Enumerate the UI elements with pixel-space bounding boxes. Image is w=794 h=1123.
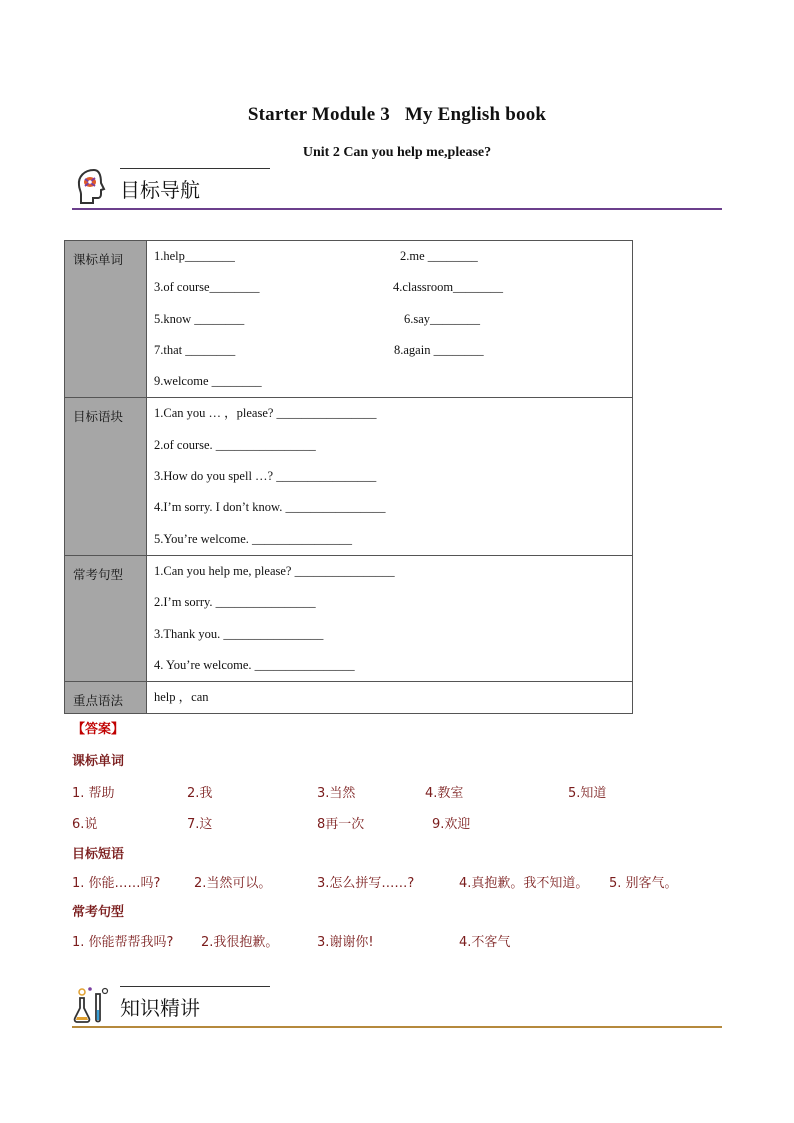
answer-phrase-item: 4.真抱歉。我不知道。 [459, 876, 589, 891]
answer-vocab-item: 3.当然 [317, 786, 356, 801]
line-item: 2.I’m sorry. ________________ [154, 595, 316, 610]
line-item-secondary: 4.classroom________ [393, 280, 504, 295]
category-cell: 重点语法 [65, 682, 147, 714]
line-item: help ，can [154, 690, 209, 705]
table-line [154, 524, 632, 555]
line-item: 4.I’m sorry. I don’t know. ________________ [154, 500, 386, 515]
table-line [154, 335, 632, 366]
answer-phrase-item: 3.怎么拼写……? [317, 876, 415, 891]
page-subtitle: Unit 2 Can you help me,please? [302, 145, 492, 160]
table-line [154, 492, 632, 523]
table-row [65, 241, 633, 398]
table-line [154, 461, 632, 492]
answer-sentence-item: 2.我很抱歉。 [201, 935, 279, 950]
answer-vocab-item: 2.我 [187, 786, 213, 801]
answer-vocab-item: 4.教室 [425, 786, 464, 801]
answer-vocab-item: 8再一次 [317, 817, 365, 832]
line-item-secondary: 8.again ________ [394, 342, 484, 357]
answer-sentence-item: 4.不客气 [459, 935, 511, 950]
answer-sentence-item: 3.谢谢你! [317, 935, 374, 950]
category-cell: 课标单词 [65, 241, 147, 398]
line-item-secondary: 2.me ________ [400, 249, 478, 263]
content-cell [147, 555, 633, 681]
table-line [154, 304, 632, 335]
line-item: 3.of course________ [154, 280, 260, 295]
table-line [154, 398, 632, 429]
answer-heading: 【答案】 [72, 722, 125, 737]
answer-sentences-title: 常考句型 [72, 905, 125, 920]
brain-head-icon [72, 166, 112, 206]
line-item: 1.Can you help me, please? ________________ [154, 563, 395, 578]
answer-vocab-item: 7.这 [187, 817, 213, 832]
page-title: Starter Module 3 My English book [247, 104, 547, 125]
answer-phrase-item: 5. 别客气。 [609, 876, 678, 891]
answer-vocab-item: 9.欢迎 [432, 817, 471, 832]
section-header-goal [72, 162, 722, 210]
answer-vocab-item: 5.知道 [568, 786, 607, 801]
table-line [154, 587, 632, 618]
answer-vocab-item: 1. 帮助 [72, 786, 115, 801]
goal-table [64, 240, 633, 714]
table-row [65, 682, 633, 714]
line-item: 4. You’re welcome. ________________ [154, 657, 355, 672]
line-item: 3.Thank you. ________________ [154, 626, 324, 641]
content-cell [147, 241, 633, 398]
line-item: 5.know ________ [154, 311, 245, 326]
answer-phrase-item: 2.当然可以。 [194, 876, 272, 891]
table-row [65, 398, 633, 555]
answer-sentence-item: 1. 你能帮帮我吗? [72, 935, 174, 950]
category-cell: 常考句型 [65, 555, 147, 681]
flask-icon [72, 984, 112, 1024]
section-header-knowledge [72, 980, 722, 1028]
line-item: 5.You’re welcome. ________________ [154, 531, 353, 546]
answer-vocab-title: 课标单词 [72, 754, 125, 769]
section-rule-goal [72, 208, 722, 210]
line-item: 3.How do you spell …? ________________ [154, 469, 377, 484]
line-item-secondary: 6.say________ [404, 311, 481, 326]
content-cell [147, 398, 633, 555]
section-label-knowledge: 知识精讲 [120, 996, 200, 1020]
table-line [154, 556, 632, 587]
table-line [154, 241, 632, 272]
category-cell: 目标语块 [65, 398, 147, 555]
line-item: 7.that ________ [154, 342, 236, 357]
section-label-goal: 目标导航 [120, 178, 200, 202]
content-cell [147, 682, 633, 714]
line-item: 1.help________ [154, 249, 235, 263]
table-line [154, 272, 632, 303]
line-item: 9.welcome ________ [154, 374, 262, 389]
table-line [154, 682, 632, 713]
table-line [154, 619, 632, 650]
line-item: 1.Can you … ，please? ________________ [154, 406, 377, 421]
line-item: 2.of course. ________________ [154, 437, 316, 452]
table-line [154, 650, 632, 681]
answer-phrase-item: 1. 你能……吗? [72, 876, 161, 891]
table-row [65, 555, 633, 681]
section-rule-knowledge [72, 1026, 722, 1028]
answer-vocab-item: 6.说 [72, 817, 98, 832]
table-line [154, 366, 632, 397]
table-line [154, 430, 632, 461]
answer-phrases-title: 目标短语 [72, 847, 125, 862]
